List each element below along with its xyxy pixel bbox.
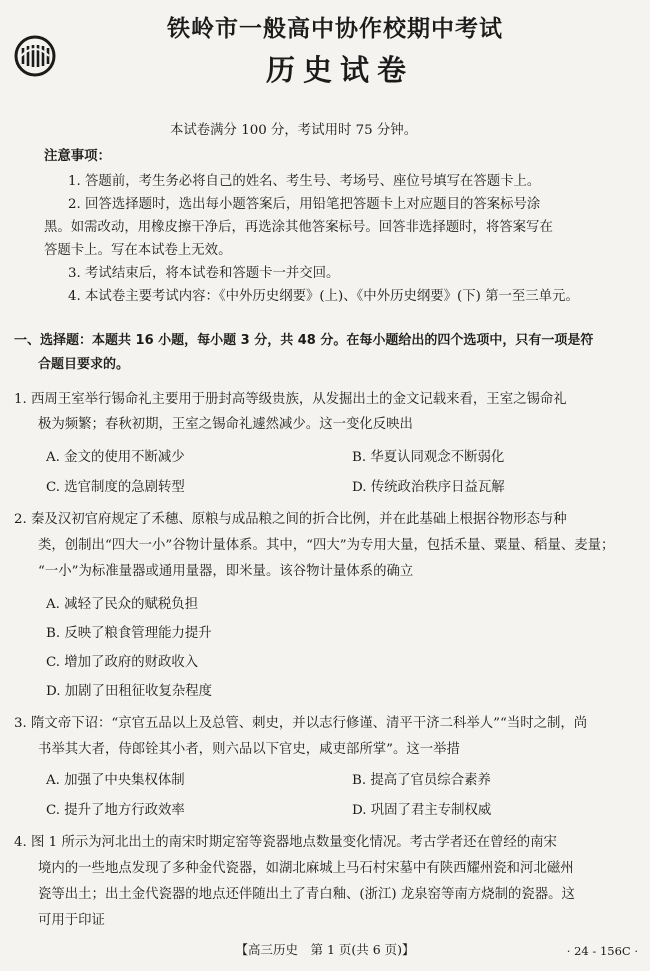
question-line: 境内的一些地点发现了多种金代瓷器，如湖北麻城上马石村宋墓中有陕西耀州瓷和河北磁州 bbox=[38, 861, 574, 876]
question-line: 类，创制出“四大一小”谷物计量体系。其中，“四大”为专用大量，包括禾量、粟量、稻量、麦量； bbox=[38, 538, 615, 553]
option-d: D. 巩固了君主专制权威 bbox=[352, 803, 492, 818]
notice-line: 4. 本试卷主要考试内容：《中外历史纲要》(上)、《中外历史纲要》(下) 第一至三单元。 bbox=[68, 289, 579, 304]
option-b: B. 华夏认同观念不断弱化 bbox=[352, 450, 505, 465]
page-footer: 【高三历史 第 1 页(共 6 页)】 bbox=[235, 942, 415, 957]
option-c: C. 选官制度的急剧转型 bbox=[46, 480, 185, 495]
notice-line: 答题卡上。写在本试卷上无效。 bbox=[44, 243, 232, 258]
notice-line: 1. 答题前，考生务必将自己的姓名、考生号、考场号、座位号填写在答题卡上。 bbox=[68, 174, 541, 189]
question-line: 极为频繁；春秋初期，王室之锡命礼遽然减少。这一变化反映出 bbox=[38, 417, 413, 432]
option-d: D. 加剧了田租征收复杂程度 bbox=[46, 684, 213, 699]
notice-line: 黑。如需改动，用橡皮擦干净后，再选涂其他答案标号。回答非选择题时，将答案写在 bbox=[44, 220, 553, 235]
notice-line: 2. 回答选择题时，选出每小题答案后，用铅笔把答题卡上对应题目的答案标号涂 bbox=[68, 197, 541, 212]
exam-info: 本试卷满分 100 分，考试用时 75 分钟。 bbox=[170, 123, 418, 138]
paper-code: · 24 - 156C · bbox=[566, 944, 638, 958]
subject-title: 历史试卷 bbox=[265, 53, 414, 87]
question-line: 3. 隋文帝下诏：“京官五品以上及总管、刺史，并以志行修谨、清平干济二科举人”“当时之制，尚 bbox=[14, 716, 588, 731]
question-line: 书举其大者，侍郎铨其小者，则六品以下官史，咸吏部所掌”。这一举措 bbox=[38, 742, 460, 757]
option-a: A. 减轻了民众的赋税负担 bbox=[46, 597, 199, 612]
option-b: B. 反映了粮食管理能力提升 bbox=[46, 626, 212, 641]
question-line: 1. 西周王室举行锡命礼主要用于册封高等级贵族，从发掘出土的金文记载来看，王室之锡命礼 bbox=[14, 392, 567, 407]
exam-title: 铁岭市一般高中协作校期中考试 bbox=[167, 16, 503, 42]
question-line: 2. 秦及汉初官府规定了禾穗、原粮与成品粮之间的折合比例，并在此基础上根据谷物形态与种 bbox=[14, 512, 567, 527]
option-b: B. 提高了官员综合素养 bbox=[352, 773, 491, 788]
question-line: 瓷等出土；出土金代瓷器的地点还伴随出土了青白釉、(浙江) 龙泉窑等南方烧制的瓷器。这 bbox=[38, 887, 575, 902]
section-heading-cont: 合题目要求的。 bbox=[38, 357, 130, 372]
option-a: A. 金文的使用不断减少 bbox=[46, 450, 185, 465]
question-line: “一小”为标准量器或通用量器，即米量。该谷物计量体系的确立 bbox=[38, 564, 414, 579]
notice-line: 3. 考试结束后，将本试卷和答题卡一并交回。 bbox=[68, 266, 340, 281]
question-line: 可用于印证 bbox=[38, 913, 105, 928]
notice-heading: 注意事项： bbox=[44, 149, 111, 164]
option-a: A. 加强了中央集权体制 bbox=[46, 773, 185, 788]
section-heading: 一、选择题：本题共 16 小题，每小题 3 分，共 48 分。在每小题给出的四个选项中，只有一项是符 bbox=[14, 333, 594, 348]
option-d: D. 传统政治秩序日益瓦解 bbox=[352, 480, 505, 495]
question-line: 4. 图 1 所示为河北出土的南宋时期定窑等瓷器地点数量变化情况。考古学者还在曾经的南宋 bbox=[14, 835, 557, 850]
option-c: C. 提升了地方行政效率 bbox=[46, 803, 185, 818]
option-c: C. 增加了政府的财政收入 bbox=[46, 655, 199, 670]
